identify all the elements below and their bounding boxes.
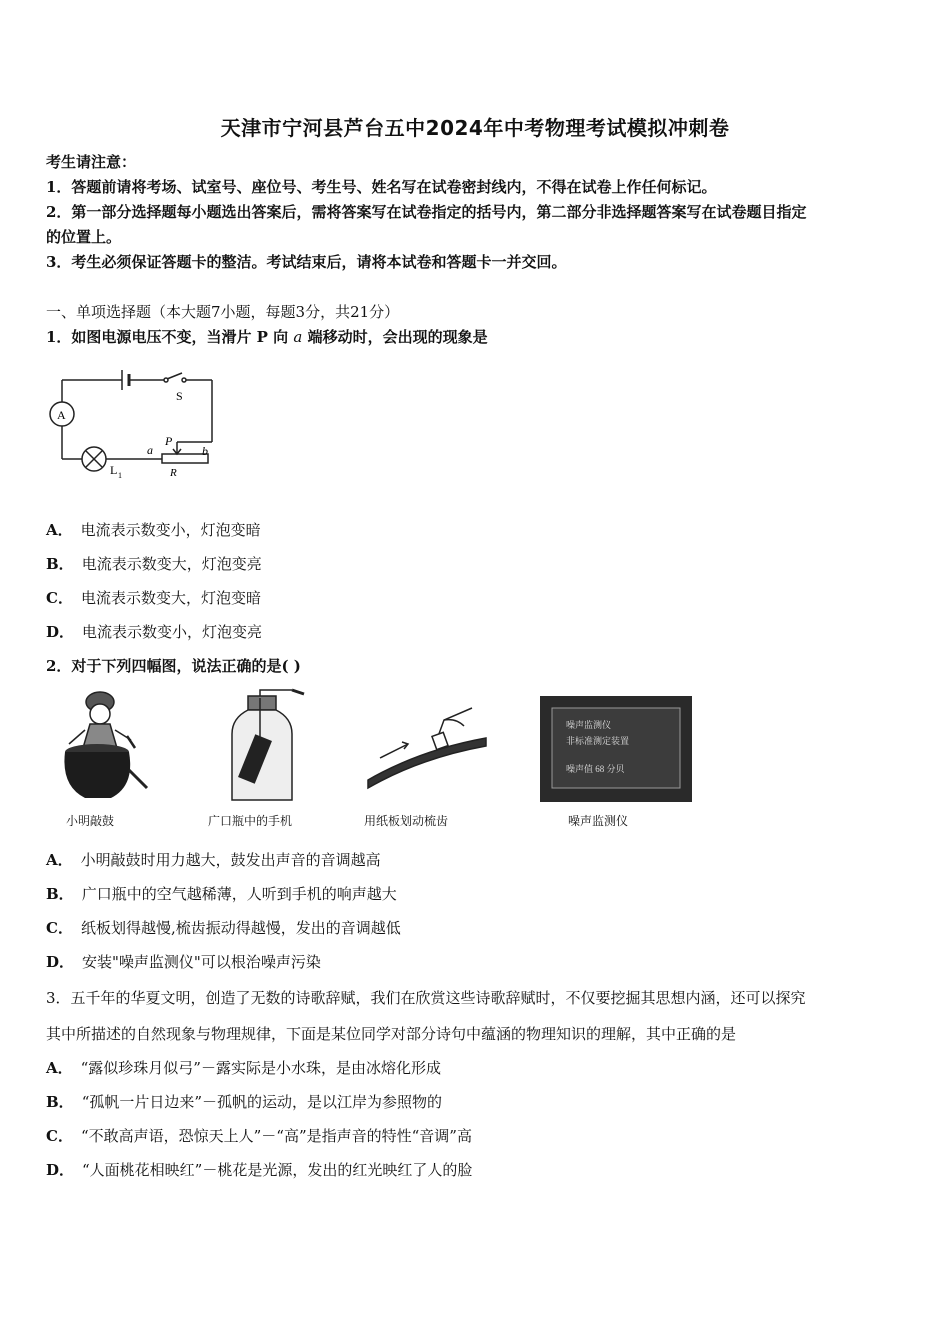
notice-item-2-cont: 的位置上。 xyxy=(46,228,122,246)
option-text: 纸板划得越慢,梳齿振动得越慢，发出的音调越低 xyxy=(80,919,401,937)
jar-stopper xyxy=(248,696,276,710)
label-lamp: L xyxy=(110,463,118,477)
circuit-diagram xyxy=(40,360,230,485)
option-label: D． xyxy=(46,623,75,641)
option-text: 广口瓶中的空气越稀薄，人听到手机的响声越大 xyxy=(81,885,397,903)
jar-tube-end xyxy=(292,690,304,694)
option-text: 电流表示数变大，灯泡变亮 xyxy=(81,555,262,573)
q2-stem: 2．对于下列四幅图，说法正确的是( ) xyxy=(46,657,301,675)
drumstick xyxy=(127,736,135,748)
notice-item-3: 3．考生必须保证答题卡的整洁。考试结束后，请将本试卷和答题卡一并交回。 xyxy=(46,253,567,271)
q1-stem-b: 端移动时，会出现的现象是 xyxy=(302,328,488,346)
comb xyxy=(368,738,486,788)
label-resistor: R xyxy=(170,467,177,479)
monitor-line-3: 噪声值 68 分贝 xyxy=(566,764,625,774)
option-label: D． xyxy=(46,953,75,971)
figure-noise-monitor xyxy=(540,696,692,802)
option-text: 小明敲鼓时用力越大，鼓发出声音的音调越高 xyxy=(80,851,381,869)
notice-item-2: 2．第一部分选择题每小题选出答案后，需将答案写在试卷指定的括号内，第二部分非选择题答案写在试卷题目指定 xyxy=(46,203,807,221)
q1-stem-var: a xyxy=(293,328,303,346)
option-text: 电流表示数变小，灯泡变暗 xyxy=(80,521,261,539)
section-heading: 一、单项选择题（本大题7小题，每题3分，共21分） xyxy=(46,303,400,321)
switch-contact-right xyxy=(182,378,186,382)
q3-option-b[interactable] xyxy=(46,1092,442,1112)
boy-arm-left xyxy=(69,730,85,744)
q1-stem-a: 1．如图电源电压不变，当滑片 P 向 xyxy=(46,328,294,346)
q3-stem-line-2: 其中所描述的自然现象与物理规律，下面是某位同学对部分诗句中蕴涵的物理知识的理解，其中正确的是 xyxy=(46,1025,737,1043)
drum-leg xyxy=(129,770,147,788)
hand-finger xyxy=(444,720,464,726)
option-label: B． xyxy=(46,885,74,903)
monitor-line-1: 噪声监测仪 xyxy=(566,720,612,730)
option-text: 电流表示数变大，灯泡变暗 xyxy=(80,589,261,607)
q3-option-d[interactable] xyxy=(46,1160,472,1180)
switch-blade xyxy=(167,373,182,379)
option-text: 安装"噪声监测仪"可以根治噪声污染 xyxy=(82,953,321,971)
drum-body xyxy=(64,752,130,798)
boy-head xyxy=(90,704,110,724)
jar-tube xyxy=(260,690,292,696)
notice-item-1: 1．答题前请将考场、试室号、座位号、考生号、姓名写在试卷密封线内，不得在试卷上作任何标记。 xyxy=(46,178,717,196)
option-label: A． xyxy=(46,1059,73,1077)
cardboard xyxy=(432,732,448,749)
option-label: D． xyxy=(46,1161,75,1179)
q2-option-c[interactable] xyxy=(46,918,401,938)
q2-option-a[interactable] xyxy=(46,850,381,870)
option-text: 电流表示数变小，灯泡变亮 xyxy=(82,623,263,641)
figure-comb xyxy=(360,700,490,795)
figure-jar xyxy=(220,688,310,808)
label-slider: P xyxy=(165,434,173,448)
notice-heading: 考生请注意： xyxy=(46,153,137,171)
q2-option-d[interactable] xyxy=(46,952,321,972)
motion-arrow xyxy=(380,744,408,758)
caption-drum: 小明敲鼓 xyxy=(66,814,115,828)
q3-option-a[interactable] xyxy=(46,1058,441,1078)
monitor-line-2: 非标准测定装置 xyxy=(566,736,630,746)
option-text: “不敢高声语，恐惊天上人”－“高”是指声音的特性“音调”高 xyxy=(80,1127,472,1145)
q1-stem xyxy=(46,327,488,347)
option-label: B． xyxy=(46,555,74,573)
figure-drum xyxy=(55,688,155,808)
option-text: “人面桃花相映红”－桃花是光源，发出的红光映红了人的脸 xyxy=(82,1161,473,1179)
caption-monitor: 噪声监测仪 xyxy=(568,814,629,828)
q1-option-a[interactable] xyxy=(46,520,261,540)
page-title: 天津市宁河县芦台五中2024年中考物理考试模拟冲刺卷 xyxy=(220,116,730,140)
label-switch: S xyxy=(176,389,183,403)
q1-option-d[interactable] xyxy=(46,622,262,642)
label-end-b: b xyxy=(202,444,208,458)
q1-option-c[interactable] xyxy=(46,588,261,608)
label-lamp-sub: 1 xyxy=(118,471,122,480)
option-label: C． xyxy=(46,589,73,607)
option-label: A． xyxy=(46,521,73,539)
q3-option-c[interactable] xyxy=(46,1126,472,1146)
caption-comb: 用纸板划动梳齿 xyxy=(364,814,449,828)
label-end-a: a xyxy=(147,443,153,457)
q1-option-b[interactable] xyxy=(46,554,262,574)
option-label: B． xyxy=(46,1093,74,1111)
option-text: “露似珍珠月似弓”－露实际是小水珠，是由冰熔化形成 xyxy=(80,1059,441,1077)
q2-option-b[interactable] xyxy=(46,884,397,904)
option-label: C． xyxy=(46,919,73,937)
option-label: A． xyxy=(46,851,73,869)
caption-jar: 广口瓶中的手机 xyxy=(208,814,293,828)
option-label: C． xyxy=(46,1127,73,1145)
label-ammeter: A xyxy=(57,408,66,422)
q3-stem-line-1: 3．五千年的华夏文明，创造了无数的诗歌辞赋，我们在欣赏这些诗歌辞赋时，不仅要挖掘其思想内涵，还可以探究 xyxy=(46,989,806,1007)
option-text: “孤帆一片日边来”－孤帆的运动，是以江岸为参照物的 xyxy=(81,1093,443,1111)
